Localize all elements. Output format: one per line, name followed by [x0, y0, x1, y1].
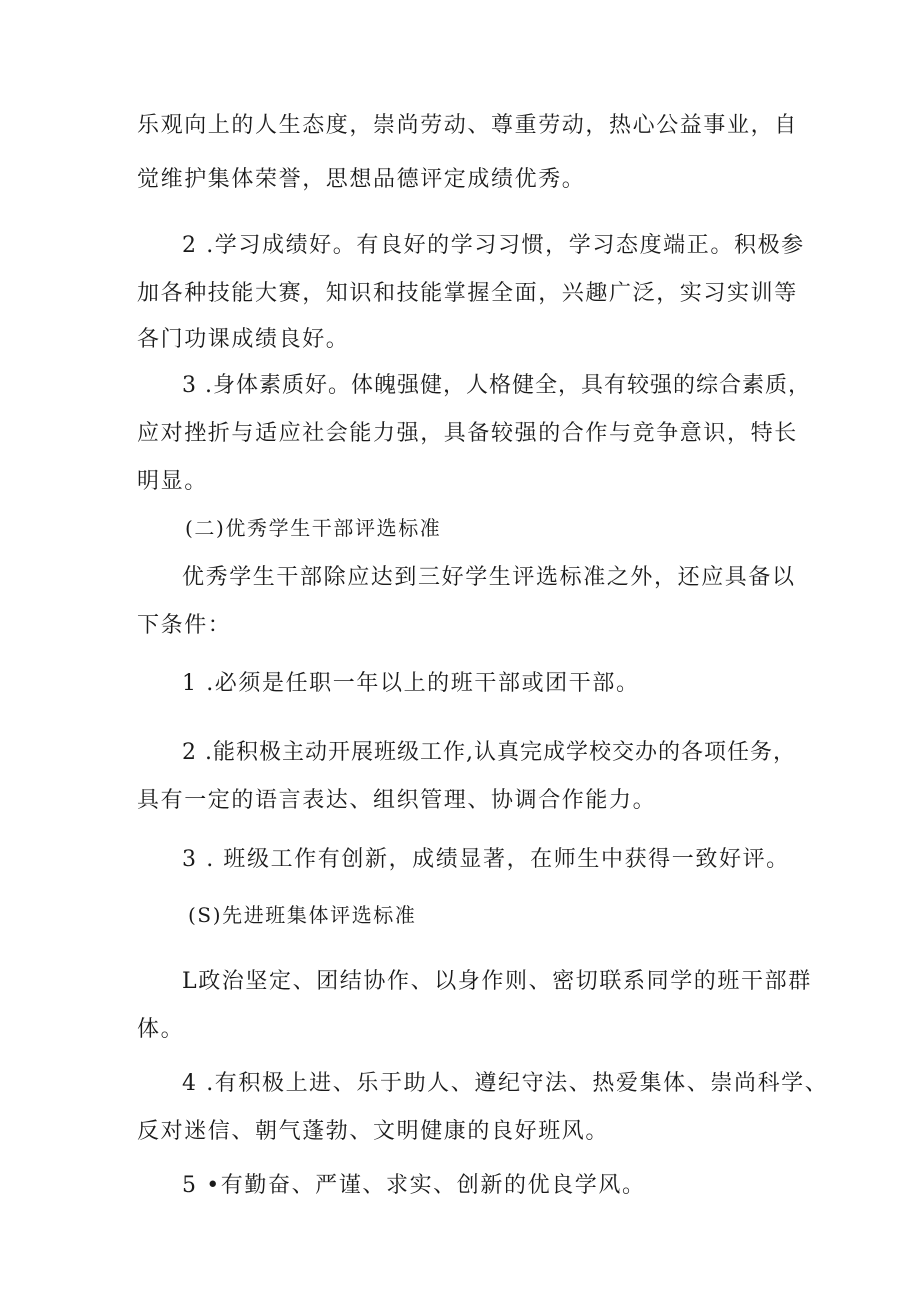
paragraph-line: 优秀学生干部除应达到三好学生评选标准之外，还应具备以 [182, 565, 796, 590]
paragraph-line: 明显。 [137, 469, 208, 494]
list-item-line: 5 •有勤奋、严谨、求实、创新的优良学风。 [182, 1173, 646, 1198]
list-item-line: 3 .身体素质好。体魄强健，人格健全，具有较强的综合素质， [182, 373, 811, 398]
paragraph-line: 应对挫折与适应社会能力强，具备较强的合作与竞争意识，特长 [137, 421, 798, 446]
list-item-line: 1 .必须是任职一年以上的班干部或团干部。 [182, 671, 640, 696]
section-heading: (二)优秀学生干部评选标准 [185, 516, 442, 540]
paragraph-line: 加各种技能大赛，知识和技能掌握全面，兴趣广泛，实习实训等 [137, 281, 798, 306]
section-heading: (S)先进班集体评选标准 [188, 903, 417, 927]
paragraph-line: 反对迷信、朝气蓬勃、文明健康的良好班风。 [137, 1119, 610, 1144]
list-item-line: 4 .有积极上进、乐于助人、遵纪守法、热爱集体、崇尚科学、 [182, 1071, 829, 1096]
list-item-line: L政治坚定、团结协作、以身作则、密切联系同学的班干部群 [182, 969, 812, 994]
paragraph-line: 乐观向上的人生态度，崇尚劳动、尊重劳动，热心公益事业，自 [137, 113, 798, 138]
paragraph-line: 各门功课成绩良好。 [137, 327, 350, 352]
paragraph-line: 下条件： [137, 613, 232, 638]
paragraph-line: 觉维护集体荣誉，思想品德评定成绩优秀。 [137, 167, 586, 192]
list-item-line: 2 .学习成绩好。有良好的学习习惯，学习态度端正。积极参 [182, 233, 805, 258]
list-item-line: 2 .能积极主动开展班级工作,认真完成学校交办的各项任务， [182, 740, 796, 765]
paragraph-line: 体。 [137, 1017, 185, 1042]
paragraph-line: 具有一定的语言表达、组织管理、协调合作能力。 [137, 788, 657, 813]
list-item-line: 3 . 班级工作有创新，成绩显著，在师生中获得一致好评。 [182, 847, 790, 872]
